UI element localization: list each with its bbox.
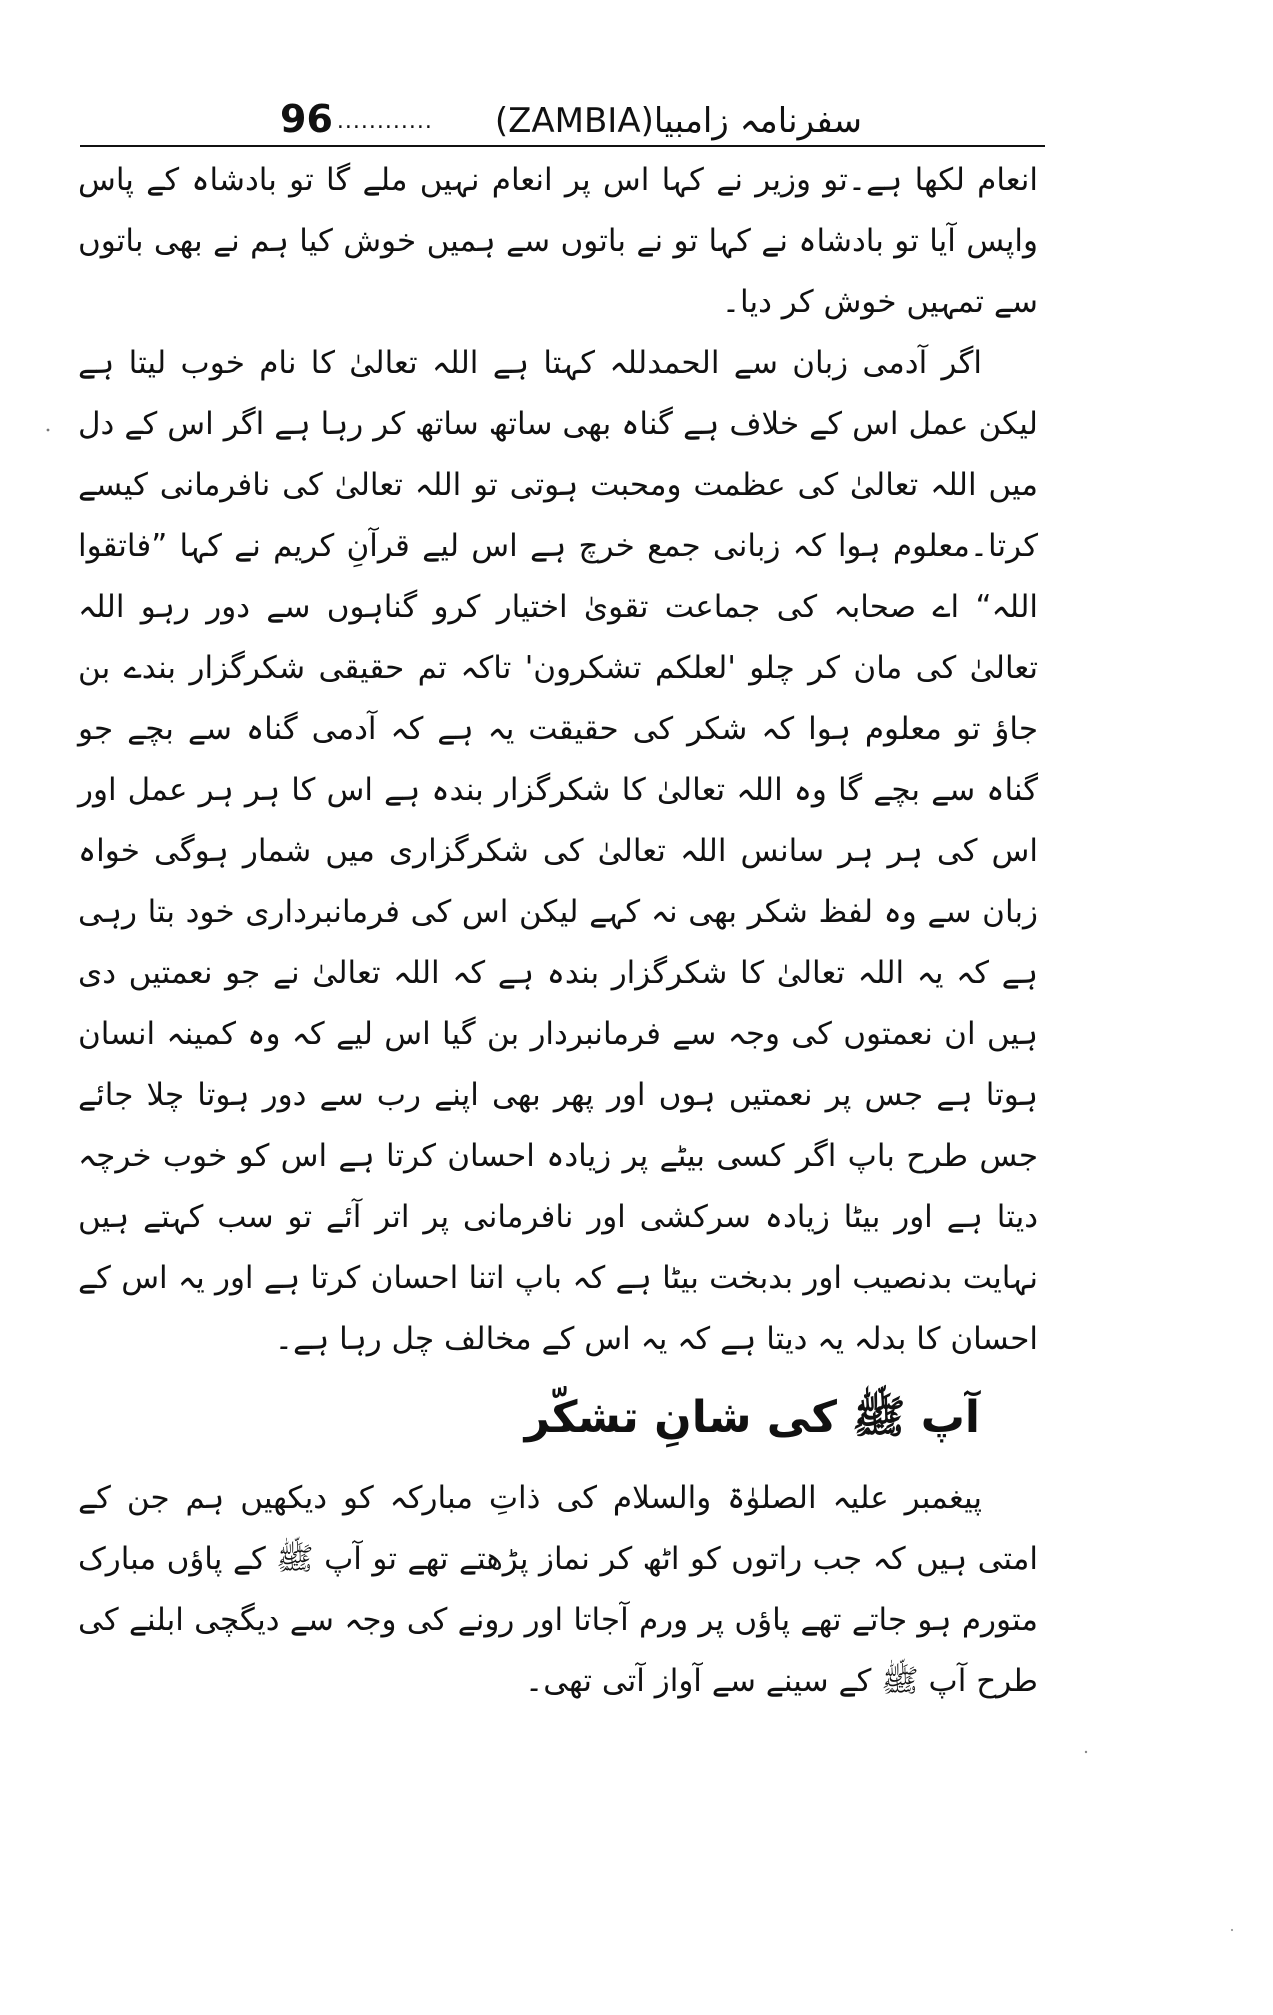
- speck: [47, 429, 50, 432]
- paragraph-1: انعام لکھا ہے۔تو وزیر نے کہا اس پر انعام نہیں ملے گا تو بادشاہ کے پاس واپس آیا تو بادشاہ نے کہا تو نے باتوں سے ہمیں خوش کیا ہم نے بھی باتوں سے تمہیں خوش کر دیا۔: [78, 162, 1038, 320]
- header-leader-dots: ............: [336, 109, 433, 134]
- header-divider: [80, 145, 1045, 147]
- book-title: سفرنامہ زامبیا(ZAMBIA): [494, 101, 863, 141]
- section-heading: آپ ﷺ کی شانِ تشکّر: [524, 1392, 980, 1443]
- speck: [1231, 1929, 1233, 1931]
- speck: [1085, 1751, 1087, 1753]
- paragraph-3: پیغمبر علیہ الصلوٰۃ والسلام کی ذاتِ مبارکہ کو دیکھیں ہم جن کے امتی ہیں کہ جب راتوں کو اٹھ کر نماز پڑھتے تھے تو آپ ﷺ کے پاؤں مبارک متورم ہو جاتے تھے پاؤں پر ورم آجاتا اور رونے کی وجہ سے دیگچی ابلنے کی طرح آپ ﷺ کے سینے سے آواز آتی تھی۔: [78, 1480, 1038, 1699]
- page-body: [78, 150, 1038, 1712]
- page-number: 96: [280, 97, 333, 141]
- running-header: [280, 78, 1000, 141]
- paragraph-2: اگر آدمی زبان سے الحمدللہ کہتا ہے اللہ تعالیٰ کا نام خوب لیتا ہے لیکن عمل اس کے خلاف ہے گناہ بھی ساتھ ساتھ کر رہا ہے اگر اس کے دل میں اللہ تعالیٰ کی عظمت ومحبت ہوتی تو اللہ تعالیٰ کی نافرمانی کیسے کرتا۔معلوم ہوا کہ زبانی جمع خرچ ہے اس لیے قرآنِ کریم نے کہا ”فاتقوا اللہ“ اے صحابہ کی جماعت تقویٰ اختیار کرو گناہوں سے دور رہو اللہ تعالیٰ کی مان کر چلو 'لعلکم تشکرون' تاکہ تم حقیقی شکرگزار بندے بن جاؤ تو معلوم ہوا کہ شکر کی حقیقت یہ ہے کہ آدمی گناہ سے بچے جو گناہ سے بچے گا وہ اللہ تعالیٰ کا شکرگزار بندہ ہے اس کا ہر ہر عمل اور اس کی ہر ہر سانس اللہ تعالیٰ کی شکرگزاری میں شمار ہوگی خواہ زبان سے وہ لفظ شکر بھی نہ کہے لیکن اس کی فرمانبرداری خود بتا رہی ہے کہ یہ اللہ تعالیٰ کا شکرگزار بندہ ہے کہ اللہ تعالیٰ نے جو نعمتیں دی ہیں ان نعمتوں کی وجہ سے فرمانبردار بن گیا اس لیے کہ وہ کمینہ انسان ہوتا ہے جس پر نعمتیں ہوں اور پھر بھی اپنے رب سے دور ہوتا چلا جائے جس طرح باپ اگر کسی بیٹے پر زیادہ احسان کرتا ہے اس کو خوب خرچہ دیتا ہے اور بیٹا زیادہ سرکشی اور نافرمانی پر اتر آئے تو سب کہتے ہیں نہایت بدنصیب اور بدبخت بیٹا ہے کہ باپ اتنا احسان کرتا ہے اور یہ اس کے احسان کا بدلہ یہ دیتا ہے کہ یہ اس کے مخالف چل رہا ہے۔: [78, 345, 1038, 1357]
